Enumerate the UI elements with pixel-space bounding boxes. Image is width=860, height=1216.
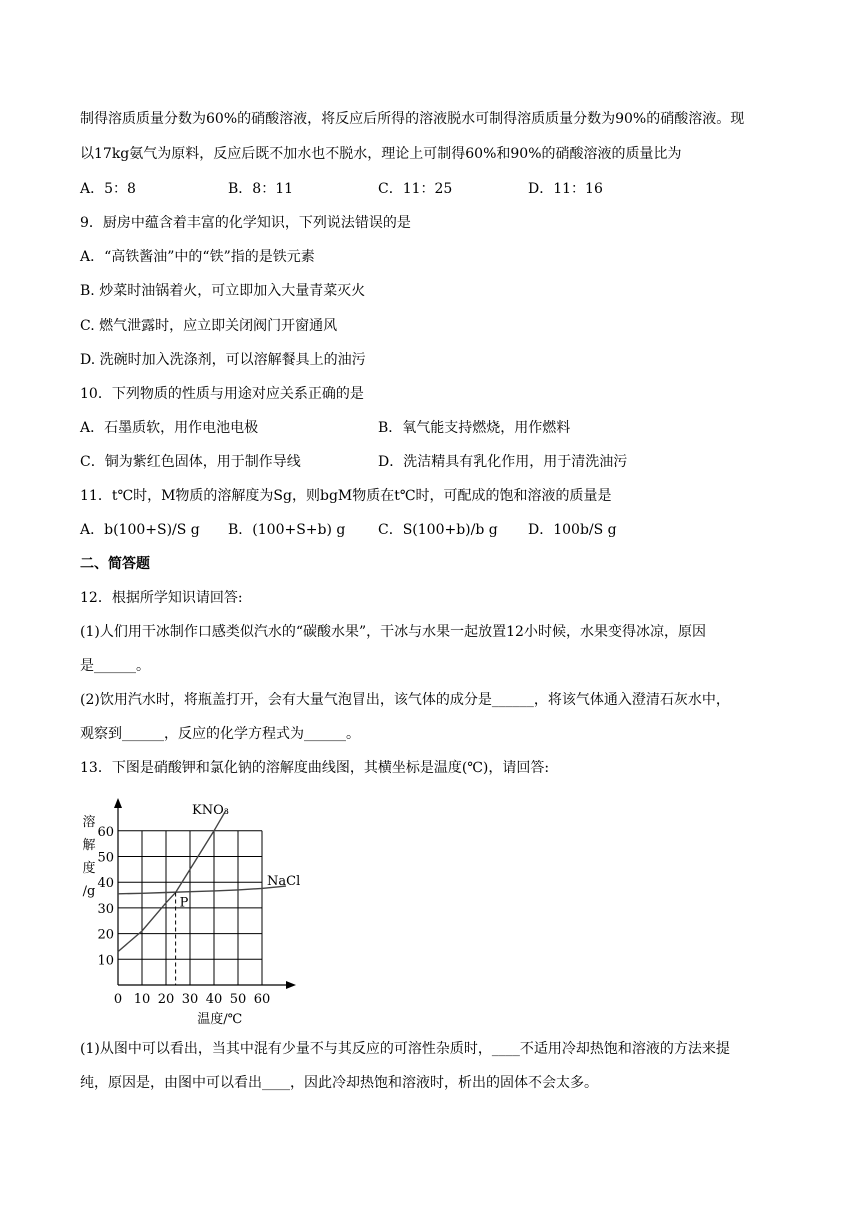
y-tick-label: 20 xyxy=(97,927,114,943)
q8-text-line1: 制得溶质质量分数为60%的硝酸溶液，将反应后所得的溶液脱水可制得溶质质量分数为90%的硝酸溶液。现 xyxy=(80,111,745,127)
chart-curves xyxy=(118,810,286,985)
y-axis-label-char: 溶 xyxy=(82,815,96,830)
kno3-curve xyxy=(118,810,226,951)
x-tick-label: 60 xyxy=(253,992,271,1007)
q10-stem: 10．下列物质的性质与用途对应关系正确的是 xyxy=(80,386,364,402)
q11-stem: 11．t℃时，M物质的溶解度为Sg，则bgM物质在t℃时，可配成的饱和溶液的质量是 xyxy=(80,488,612,504)
x-tick-label: 50 xyxy=(229,992,247,1007)
y-tick-label: 60 xyxy=(97,824,114,840)
x-tick-label: 20 xyxy=(157,992,175,1007)
nacl-curve xyxy=(118,886,286,894)
q11-option-b[interactable]: B．(100+S+b) g xyxy=(228,522,346,538)
q12-part2-line2: 观察到______，反应的化学方程式为______。 xyxy=(80,726,360,742)
q12-part1-line2: 是______。 xyxy=(80,658,150,674)
q11-option-a[interactable]: A．b(100+S)/S g xyxy=(80,522,200,538)
y-axis-label-char: 度 xyxy=(82,861,96,876)
x-axis-label: 温度/℃ xyxy=(197,1012,243,1026)
q9-option-b[interactable]: B. 炒菜时油锅着火，可立即加入大量青菜灭火 xyxy=(80,283,366,299)
y-tick-label: 50 xyxy=(97,850,114,866)
q9-stem: 9．厨房中蕴含着丰富的化学知识，下列说法错误的是 xyxy=(80,215,411,231)
q8-text-line2: 以17kg氨气为原料，反应后既不加水也不脱水，理论上可制得60%和90%的硝酸溶液的质量比为 xyxy=(80,146,682,162)
q9-option-c[interactable]: C. 燃气泄露时，应立即关闭阀门开窗通风 xyxy=(80,318,338,334)
q13-part1-line1: (1)从图中可以看出，当其中混有少量不与其反应的可溶性杂质时，____不适用冷却热饱和溶液的方法来提 xyxy=(80,1041,730,1057)
q11-option-d[interactable]: D．100b/S g xyxy=(528,522,617,538)
q9-option-a[interactable]: A．“高铁酱油”中的“铁”指的是铁元素 xyxy=(80,249,315,265)
section-title: 二、简答题 xyxy=(80,556,150,572)
q13-part1-line2: 纯，原因是，由图中可以看出____，因此冷却热饱和溶液时，析出的固体不会太多。 xyxy=(80,1075,598,1091)
q10-option-b[interactable]: B．氧气能支持燃烧，用作燃料 xyxy=(378,420,571,436)
chart-grid xyxy=(118,831,262,985)
y-tick-label: 40 xyxy=(97,876,114,892)
y-axis-arrow xyxy=(114,798,122,808)
solubility-chart xyxy=(80,790,310,1026)
q13-stem: 13．下图是硝酸钾和氯化钠的溶解度曲线图，其横坐标是温度(℃)，请回答: xyxy=(80,760,550,776)
y-tick-label: 30 xyxy=(97,901,114,917)
q12-part1-line1: (1)人们用干冰制作口感类似汽水的“碳酸水果”，干冰与水果一起放置12小时候，水果变得冰凉，原因 xyxy=(80,624,706,640)
x-axis-arrow xyxy=(286,981,296,989)
q10-option-a[interactable]: A．石墨质软，用作电池电极 xyxy=(80,420,259,436)
y-tick-label: 10 xyxy=(97,953,114,969)
x-tick-label: 40 xyxy=(205,992,223,1007)
nacl-label: NaCl xyxy=(267,874,301,889)
q9-option-d[interactable]: D. 洗碗时加入洗涤剂，可以溶解餐具上的油污 xyxy=(80,352,366,368)
q10-option-c[interactable]: C．铜为紫红色固体，用于制作导线 xyxy=(80,454,301,470)
q8-option-c[interactable]: C．11：25 xyxy=(378,181,453,197)
q11-option-c[interactable]: C．S(100+b)/b g xyxy=(378,522,498,538)
x-tick-label: 30 xyxy=(181,992,199,1007)
chart-ticks xyxy=(97,825,270,1007)
q12-stem: 12．根据所学知识请回答: xyxy=(80,590,243,606)
q12-part2-line1: (2)饮用汽水时，将瓶盖打开，会有大量气泡冒出，该气体的成分是______，将该气体通入澄清石灰水中， xyxy=(80,692,730,708)
q8-option-b[interactable]: B．8：11 xyxy=(228,181,294,197)
q8-option-a[interactable]: A．5：8 xyxy=(80,181,136,197)
kno3-label: KNO₃ xyxy=(192,803,229,818)
x-tick-label: 10 xyxy=(133,992,151,1007)
y-axis-label-char: 解 xyxy=(82,838,96,853)
q10-option-d[interactable]: D．洗洁精具有乳化作用，用于清洗油污 xyxy=(378,454,628,470)
point-p-label: P xyxy=(179,895,189,911)
x-tick-label: 0 xyxy=(113,992,123,1007)
y-axis-label-char: /g xyxy=(82,884,96,899)
q8-option-d[interactable]: D．11：16 xyxy=(528,181,603,197)
